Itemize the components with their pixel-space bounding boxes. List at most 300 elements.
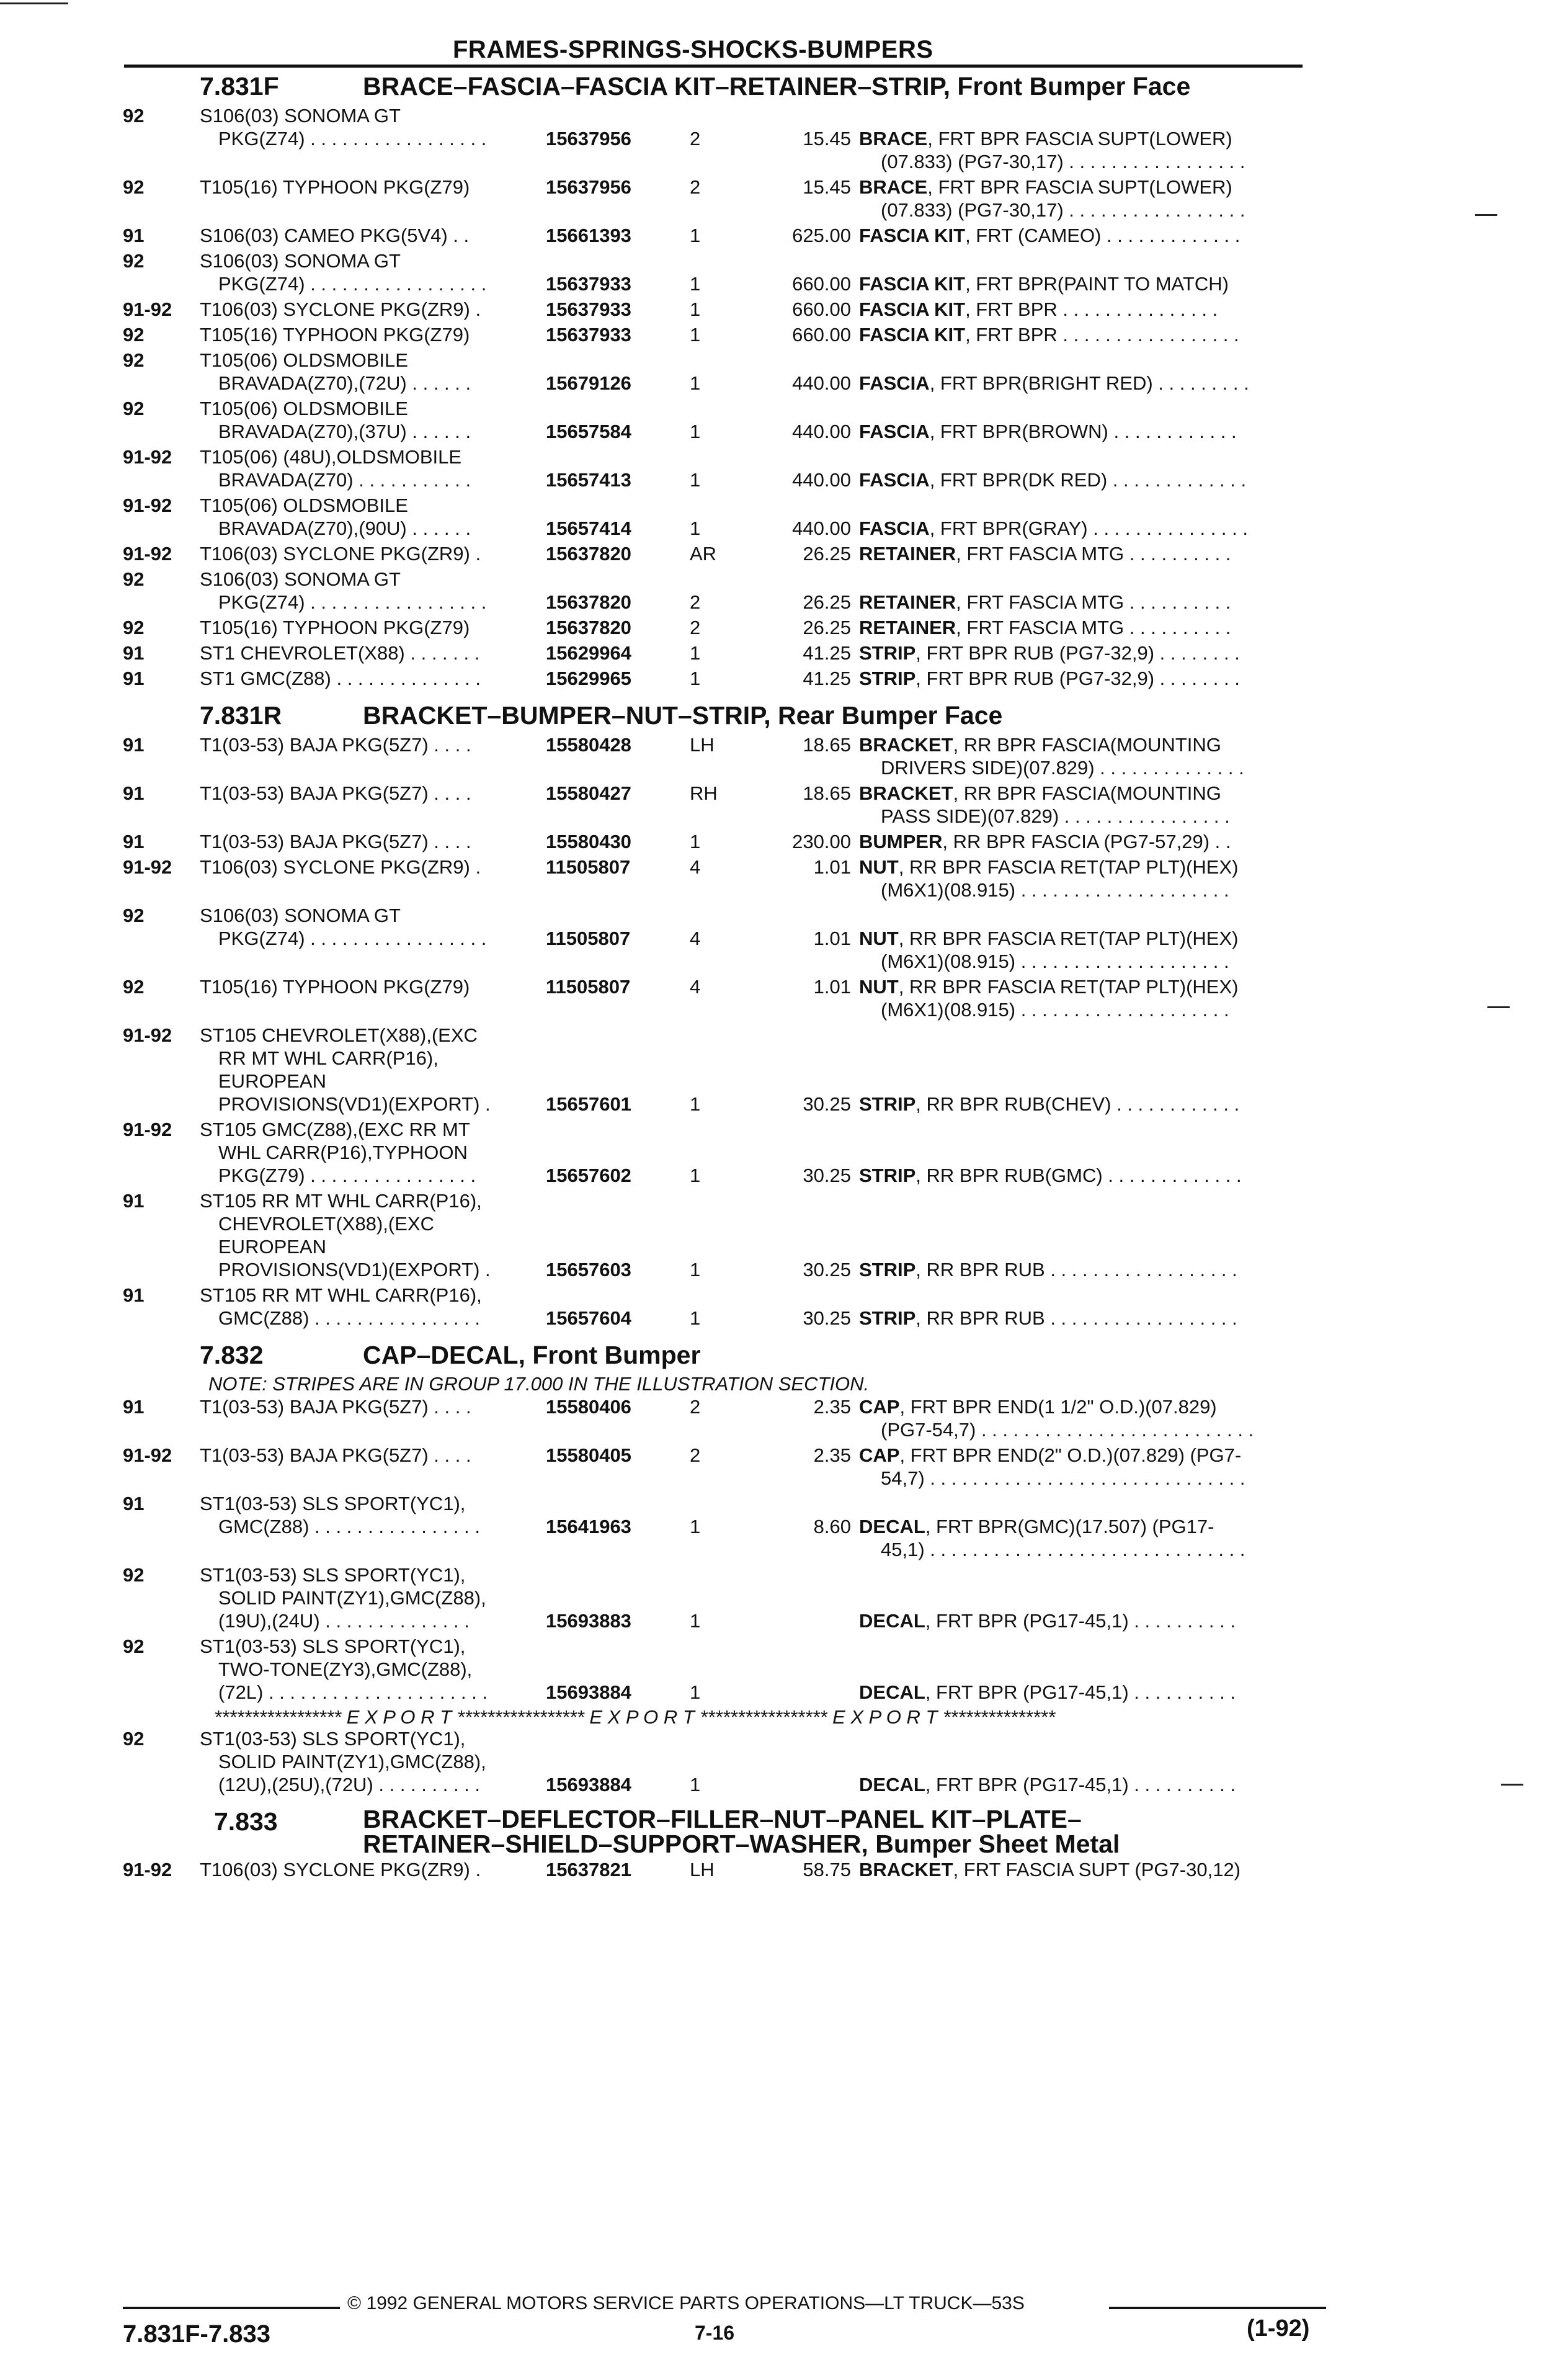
part-entry	[0, 1024, 1568, 1116]
part-number: 15657603	[546, 1259, 631, 1281]
model-year: 91-92	[123, 446, 172, 468]
model-year: 91	[123, 782, 145, 804]
part-entry	[0, 830, 1568, 853]
entry-line	[0, 1307, 1568, 1330]
part-number: 11505807	[546, 856, 631, 878]
part-number: 15580428	[546, 734, 631, 756]
price: 41.25	[803, 668, 851, 689]
application: T1(03-53) BAJA PKG(5Z7) . . . .	[200, 734, 471, 756]
entry-line	[0, 104, 1568, 127]
part-entry	[0, 1189, 1568, 1281]
part-entry	[0, 349, 1568, 395]
description-keyword: RETAINER	[859, 591, 956, 613]
application: T106(03) SYCLONE PKG(ZR9) .	[200, 1859, 481, 1880]
description-text: (07.833) (PG7-30,17) . . . . . . . . . . . . . . . . .	[881, 151, 1245, 172]
entry-line	[0, 372, 1568, 395]
description-keyword: BRACE	[859, 128, 928, 150]
price: 625.00	[792, 225, 851, 246]
entry-line	[0, 249, 1568, 272]
entry-line	[0, 591, 1568, 614]
price: 1.01	[813, 856, 851, 878]
entry-line	[0, 1418, 1568, 1441]
description	[859, 1858, 1241, 1881]
quantity: 4	[690, 928, 701, 949]
description-keyword: STRIP	[859, 1259, 916, 1281]
description-text: 54,7) . . . . . . . . . . . . . . . . . . . . . . . . . . . . . .	[881, 1467, 1245, 1489]
description-text: , FRT BPR(DK RED) . . . . . . . . . . . . .	[929, 469, 1247, 491]
section-heading	[0, 696, 1568, 733]
part-number: 15637820	[546, 617, 631, 638]
model-year: 92	[123, 568, 145, 590]
entry-line	[0, 830, 1568, 853]
description-text: , FRT BPR RUB (PG7-32,9) . . . . . . . .	[915, 668, 1240, 689]
description-keyword: NUT	[859, 976, 899, 998]
footer-rule-right	[1109, 2307, 1326, 2309]
description-text: , FRT BPR END(1 1/2" O.D.)(07.829)	[899, 1396, 1217, 1418]
application: ST1(03-53) SLS SPORT(YC1),	[200, 1728, 466, 1750]
part-number: 15580406	[546, 1396, 631, 1418]
entry-line	[0, 150, 1568, 173]
description-text: , RR BPR FASCIA RET(TAP PLT)(HEX)	[898, 856, 1239, 878]
export-divider	[0, 1706, 1568, 1727]
part-number: 15693884	[546, 1681, 631, 1703]
description	[859, 856, 1238, 879]
model-year: 91-92	[123, 1119, 172, 1140]
model-year: 91-92	[123, 298, 172, 320]
model-year: 91	[123, 831, 145, 852]
entry-line	[0, 420, 1568, 443]
footer-page-number: 7-16	[695, 2322, 735, 2344]
application: ST105 CHEVROLET(X88),(EXC	[200, 1024, 478, 1046]
entry-line	[0, 1047, 1568, 1070]
entry-line	[0, 323, 1568, 346]
entry-line	[0, 667, 1568, 690]
description-keyword: DECAL	[859, 1610, 925, 1632]
entry-line	[0, 1609, 1568, 1632]
description-keyword: STRIP	[859, 1307, 916, 1329]
entry-line	[0, 1258, 1568, 1281]
application: (72L) . . . . . . . . . . . . . . . . . . . . .	[218, 1681, 488, 1703]
section-heading	[0, 67, 1568, 104]
entry-line	[0, 494, 1568, 517]
quantity: 1	[690, 1259, 701, 1281]
entry-line	[0, 1563, 1568, 1586]
entry-line	[0, 445, 1568, 468]
description-text: , FRT FASCIA MTG . . . . . . . . . .	[956, 617, 1231, 638]
description	[859, 642, 1240, 664]
model-year: 92	[123, 1635, 145, 1657]
description	[881, 199, 1245, 221]
part-number: 15637933	[546, 298, 631, 320]
part-entry	[0, 1284, 1568, 1330]
entry-line	[0, 904, 1568, 927]
part-number: 11505807	[546, 976, 631, 998]
description-text: , FRT BPR . . . . . . . . . . . . . . .	[965, 298, 1218, 320]
application: EUROPEAN	[218, 1070, 326, 1092]
description-text: (M6X1)(08.915) . . . . . . . . . . . . . . . . . . . .	[881, 950, 1229, 972]
description-text: , RR BPR RUB(GMC) . . . . . . . . . . . . .	[915, 1165, 1242, 1186]
model-year: 92	[123, 905, 145, 926]
page-footer	[0, 2289, 1568, 2370]
price: 18.65	[803, 734, 851, 756]
entry-line	[0, 127, 1568, 150]
section-title: BRACE–FASCIA–FASCIA KIT–RETAINER–STRIP, Front Bumper Face	[363, 72, 1191, 101]
description	[859, 127, 1232, 150]
part-entry	[0, 104, 1568, 173]
entry-line	[0, 1070, 1568, 1093]
part-entry	[0, 568, 1568, 614]
part-number: 15580405	[546, 1444, 631, 1466]
price: 26.25	[803, 543, 851, 565]
price: 18.65	[803, 782, 851, 804]
description-keyword: STRIP	[859, 1165, 916, 1186]
quantity: 1	[690, 298, 701, 320]
part-number: 15637933	[546, 273, 631, 295]
price: 660.00	[792, 273, 851, 295]
entry-line	[0, 349, 1568, 372]
section-title: CAP–DECAL, Front Bumper	[363, 1341, 701, 1369]
part-number: 15637821	[546, 1859, 631, 1880]
application: GMC(Z88) . . . . . . . . . . . . . . . .	[218, 1307, 480, 1329]
entry-line	[0, 1141, 1568, 1164]
part-number: 15637956	[546, 128, 631, 150]
application: ST1(03-53) SLS SPORT(YC1),	[200, 1493, 466, 1514]
application: T105(16) TYPHOON PKG(Z79)	[200, 324, 470, 346]
description-keyword: STRIP	[859, 668, 916, 689]
description-keyword: STRIP	[859, 1093, 916, 1115]
description-keyword: FASCIA	[859, 469, 930, 491]
description-keyword: BRACE	[859, 176, 928, 198]
description	[859, 667, 1240, 690]
model-year: 91-92	[123, 1859, 172, 1880]
application: BRAVADA(Z70) . . . . . . . . . . .	[218, 469, 471, 491]
description-keyword: DECAL	[859, 1774, 925, 1795]
quantity: 1	[690, 517, 701, 539]
description-keyword: FASCIA	[859, 372, 930, 394]
quantity: 1	[690, 1307, 701, 1329]
application: ST105 GMC(Z88),(EXC RR MT	[200, 1119, 470, 1140]
export-text: ***************** E X P O R T ***************** E X P O R T ***************** E X P O R T ***************	[214, 1706, 1056, 1727]
entry-line	[0, 998, 1568, 1021]
quantity: 1	[690, 372, 701, 394]
model-year: 91	[123, 1190, 145, 1212]
quantity: 1	[690, 421, 701, 442]
part-entry	[0, 1635, 1568, 1704]
description	[859, 782, 1221, 805]
application: S106(03) CAMEO PKG(5V4) . .	[200, 225, 470, 246]
description-text: , FRT BPR(GRAY) . . . . . . . . . . . . . . .	[929, 517, 1248, 539]
part-number: 15629964	[546, 642, 631, 664]
application: RR MT WHL CARR(P16),	[218, 1047, 439, 1069]
price: 41.25	[803, 642, 851, 664]
description-text: , RR BPR FASCIA(MOUNTING	[953, 782, 1221, 804]
price: 30.25	[803, 1165, 851, 1186]
entry-line	[0, 568, 1568, 591]
application: PROVISIONS(VD1)(EXPORT) .	[218, 1093, 491, 1115]
application: T1(03-53) BAJA PKG(5Z7) . . . .	[200, 831, 471, 852]
entry-line	[0, 1492, 1568, 1515]
quantity: LH	[690, 734, 715, 756]
footer-rule-left	[123, 2307, 340, 2309]
part-entry	[0, 1492, 1568, 1561]
price: 1.01	[813, 928, 851, 949]
application: PKG(Z74) . . . . . . . . . . . . . . . . .	[218, 273, 487, 295]
quantity: 1	[690, 1610, 701, 1632]
description	[859, 616, 1231, 639]
quantity: RH	[690, 782, 718, 804]
entry-line	[0, 805, 1568, 828]
entry-line	[0, 733, 1568, 756]
quantity: 1	[690, 1165, 701, 1186]
entry-line	[0, 879, 1568, 901]
section-number: 7.831F	[200, 72, 279, 101]
description	[881, 1418, 1254, 1441]
application: PROVISIONS(VD1)(EXPORT) .	[218, 1259, 491, 1281]
description-text: , FRT BPR FASCIA SUPT(LOWER)	[927, 176, 1232, 198]
description-text: , FRT BPR (PG17-45,1) . . . . . . . . . .	[925, 1774, 1236, 1795]
application: T105(06) OLDSMOBILE	[200, 349, 408, 371]
price: 2.35	[813, 1396, 851, 1418]
description-text: (M6X1)(08.915) . . . . . . . . . . . . . . . . . . . .	[881, 999, 1229, 1021]
application: T105(06) (48U),OLDSMOBILE	[200, 446, 462, 468]
description	[881, 1467, 1245, 1490]
part-entry	[0, 782, 1568, 828]
entry-line	[0, 1093, 1568, 1116]
price: 58.75	[803, 1859, 851, 1880]
model-year: 91	[123, 734, 145, 756]
description	[859, 1444, 1241, 1467]
price: 26.25	[803, 617, 851, 638]
part-entry	[0, 1395, 1568, 1441]
description-text: , RR BPR FASCIA(MOUNTING	[953, 734, 1221, 756]
model-year: 92	[123, 250, 145, 272]
price: 2.35	[813, 1444, 851, 1466]
application: PKG(Z74) . . . . . . . . . . . . . . . . .	[218, 591, 487, 613]
model-year: 92	[123, 349, 145, 371]
part-number: 15657413	[546, 469, 631, 491]
quantity: 1	[690, 831, 701, 852]
description	[859, 1395, 1217, 1418]
application: ST105 RR MT WHL CARR(P16),	[200, 1284, 482, 1306]
application: BRAVADA(Z70),(72U) . . . . . .	[218, 372, 471, 394]
description-text: , FRT BPR . . . . . . . . . . . . . . . . .	[965, 324, 1239, 346]
quantity: AR	[690, 543, 717, 565]
description	[881, 1538, 1245, 1561]
entry-line	[0, 1189, 1568, 1212]
section-heading	[0, 1802, 1568, 1858]
entry-line	[0, 224, 1568, 247]
part-entry	[0, 856, 1568, 901]
entry-line	[0, 1395, 1568, 1418]
application: ST1 CHEVROLET(X88) . . . . . . .	[200, 642, 480, 664]
description-text: , FRT (CAMEO) . . . . . . . . . . . . .	[965, 225, 1241, 246]
entry-line	[0, 1444, 1568, 1467]
section-note	[0, 1373, 1568, 1395]
entry-line	[0, 616, 1568, 639]
application: ST105 RR MT WHL CARR(P16),	[200, 1190, 482, 1212]
description-keyword: CAP	[859, 1396, 900, 1418]
description	[859, 1093, 1239, 1116]
application: BRAVADA(Z70),(37U) . . . . . .	[218, 421, 471, 442]
entry-line	[0, 1118, 1568, 1141]
description-keyword: FASCIA KIT	[859, 324, 966, 346]
part-number: 15693884	[546, 1774, 631, 1795]
entry-line	[0, 1681, 1568, 1704]
application: PKG(Z79) . . . . . . . . . . . . . . . .	[218, 1165, 476, 1186]
note-text: NOTE: STRIPES ARE IN GROUP 17.000 IN THE ILLUSTRATION SECTION.	[208, 1373, 870, 1395]
description-text: , RR BPR FASCIA RET(TAP PLT)(HEX)	[898, 976, 1239, 998]
description	[881, 150, 1245, 173]
part-number: 15580430	[546, 831, 631, 852]
application: SOLID PAINT(ZY1),GMC(Z88),	[218, 1751, 486, 1773]
application: (12U),(25U),(72U) . . . . . . . . . .	[218, 1774, 481, 1795]
part-entry	[0, 1727, 1568, 1796]
model-year: 91	[123, 642, 145, 664]
section-number: 7.833	[214, 1807, 278, 1836]
part-entry	[0, 975, 1568, 1021]
description-text: , FRT BPR(BRIGHT RED) . . . . . . . . .	[929, 372, 1249, 394]
description-text: , FRT BPR (PG17-45,1) . . . . . . . . . .	[925, 1610, 1236, 1632]
entry-line	[0, 1284, 1568, 1307]
description-text: , FRT BPR(GMC)(17.507) (PG17-	[925, 1516, 1214, 1537]
application: T1(03-53) BAJA PKG(5Z7) . . . .	[200, 1444, 471, 1466]
entry-line	[0, 1635, 1568, 1658]
model-year: 92	[123, 617, 145, 638]
quantity: 2	[690, 1444, 701, 1466]
entry-line	[0, 927, 1568, 950]
entry-line	[0, 1024, 1568, 1047]
section-number: 7.832	[200, 1341, 264, 1369]
quantity: 1	[690, 225, 701, 246]
description-text: , FRT BPR(BROWN) . . . . . . . . . . . .	[929, 421, 1237, 442]
description-keyword: BRACKET	[859, 782, 953, 804]
quantity: 1	[690, 469, 701, 491]
entry-line	[0, 975, 1568, 998]
entry-line	[0, 1515, 1568, 1538]
description-text: , FRT BPR FASCIA SUPT(LOWER)	[927, 128, 1232, 150]
entry-line	[0, 1658, 1568, 1681]
description-keyword: DECAL	[859, 1681, 925, 1703]
parts-list	[0, 67, 1568, 1884]
application: PKG(Z74) . . . . . . . . . . . . . . . . .	[218, 928, 487, 949]
description-text: 45,1) . . . . . . . . . . . . . . . . . . . . . . . . . . . . . .	[881, 1539, 1245, 1560]
model-year: 91-92	[123, 1444, 172, 1466]
part-number: 15657584	[546, 421, 631, 442]
entry-line	[0, 517, 1568, 540]
description-text: , FRT FASCIA SUPT (PG7-30,12)	[953, 1859, 1241, 1880]
part-entry	[0, 1118, 1568, 1187]
description-text: , FRT BPR RUB (PG7-32,9) . . . . . . . .	[915, 642, 1240, 664]
part-entry	[0, 733, 1568, 779]
model-year: 91-92	[123, 856, 172, 878]
price: 26.25	[803, 591, 851, 613]
entry-line	[0, 642, 1568, 664]
quantity: LH	[690, 1859, 715, 1880]
description	[881, 950, 1229, 973]
description	[859, 517, 1248, 540]
description	[859, 468, 1246, 491]
description-text: , FRT BPR (PG17-45,1) . . . . . . . . . .	[925, 1681, 1236, 1703]
part-entry	[0, 323, 1568, 346]
quantity: 1	[690, 1516, 701, 1537]
part-number: 15637820	[546, 591, 631, 613]
corner-mark	[0, 2, 68, 4]
section-number: 7.831R	[200, 701, 282, 730]
footer-date: (1-92)	[1247, 2315, 1310, 2341]
application: S106(03) SONOMA GT	[200, 250, 401, 272]
part-entry	[0, 1444, 1568, 1490]
section-heading	[0, 1336, 1568, 1373]
quantity: 1	[690, 1681, 701, 1703]
application: BRAVADA(Z70),(90U) . . . . . .	[218, 517, 471, 539]
application: TWO-TONE(ZY3),GMC(Z88),	[218, 1658, 473, 1680]
description-keyword: CAP	[859, 1444, 900, 1466]
model-year: 91	[123, 1284, 145, 1306]
description-text: PASS SIDE)(07.829) . . . . . . . . . . . . . . . .	[881, 805, 1230, 827]
description-text: (PG7-54,7) . . . . . . . . . . . . . . . . . . . . . . . . . .	[881, 1419, 1254, 1441]
margin-mark	[1501, 1784, 1523, 1786]
application: GMC(Z88) . . . . . . . . . . . . . . . .	[218, 1516, 480, 1537]
price: 440.00	[792, 421, 851, 442]
entry-line	[0, 176, 1568, 199]
description	[859, 224, 1240, 247]
part-number: 15693883	[546, 1610, 631, 1632]
description	[859, 323, 1239, 346]
description-keyword: BUMPER	[859, 831, 943, 852]
entry-line	[0, 272, 1568, 295]
quantity: 1	[690, 1093, 701, 1115]
description-text: (07.833) (PG7-30,17) . . . . . . . . . . . . . . . . .	[881, 199, 1245, 221]
application: S106(03) SONOMA GT	[200, 905, 401, 926]
price: 8.60	[813, 1516, 851, 1537]
application: SOLID PAINT(ZY1),GMC(Z88),	[218, 1587, 486, 1609]
description	[859, 176, 1232, 199]
description-text: , RR BPR RUB . . . . . . . . . . . . . . . . . .	[915, 1307, 1237, 1329]
part-number: 15637933	[546, 324, 631, 346]
footer-range: 7.831F-7.833	[123, 2320, 270, 2348]
price: 30.25	[803, 1307, 851, 1329]
part-entry	[0, 298, 1568, 321]
model-year: 92	[123, 1564, 145, 1586]
model-year: 91	[123, 1396, 145, 1418]
description	[859, 1515, 1214, 1538]
description-text: , RR BPR FASCIA (PG7-57,29) . .	[942, 831, 1231, 852]
part-number: 15679126	[546, 372, 631, 394]
entry-line	[0, 856, 1568, 879]
description-keyword: FASCIA	[859, 421, 930, 442]
entry-line	[0, 782, 1568, 805]
application: EUROPEAN	[218, 1236, 326, 1258]
application: ST1(03-53) SLS SPORT(YC1),	[200, 1564, 466, 1586]
entry-line	[0, 1773, 1568, 1796]
application: T106(03) SYCLONE PKG(ZR9) .	[200, 856, 481, 878]
application: (19U),(24U) . . . . . . . . . . . . . .	[218, 1610, 470, 1632]
price: 230.00	[792, 831, 851, 852]
entry-line	[0, 950, 1568, 973]
quantity: 2	[690, 617, 701, 638]
margin-mark	[1475, 214, 1497, 216]
margin-mark	[1487, 1006, 1510, 1008]
description-text: , RR BPR RUB(CHEV) . . . . . . . . . . . .	[915, 1093, 1240, 1115]
part-number: 15657601	[546, 1093, 631, 1115]
quantity: 1	[690, 273, 701, 295]
description	[859, 1609, 1236, 1632]
application: ST1 GMC(Z88) . . . . . . . . . . . . . .	[200, 668, 481, 689]
description-keyword: BRACKET	[859, 734, 953, 756]
model-year: 91	[123, 668, 145, 689]
quantity: 1	[690, 324, 701, 346]
description	[859, 1258, 1237, 1281]
